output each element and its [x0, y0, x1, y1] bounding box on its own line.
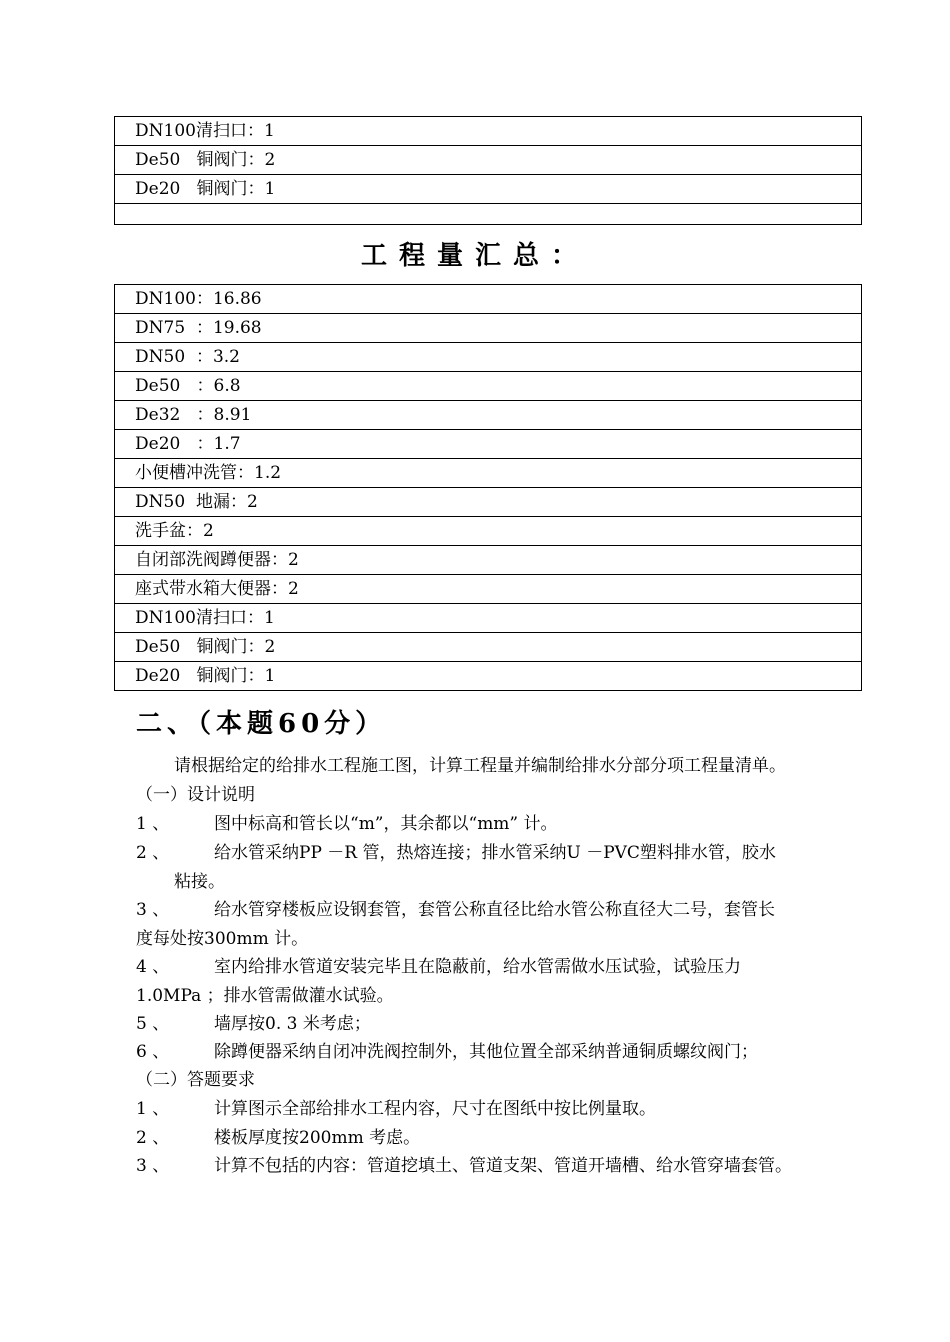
- table-row: [115, 459, 862, 488]
- item-number: 3 、: [136, 900, 170, 920]
- continued-materials-table: [114, 116, 862, 225]
- item-text: 除蹲便器采纳自闭冲洗阀控制外，其他位置全部采纳普通铜质螺纹阀门；: [214, 1042, 758, 1062]
- item-number: 4 、: [136, 957, 170, 977]
- quantity-summary-table: [114, 284, 862, 691]
- table-row: [115, 430, 862, 459]
- item-number: 5 、: [136, 1014, 170, 1034]
- summary-heading: 工程量汇总：: [360, 241, 589, 271]
- table-row: [115, 146, 862, 175]
- table-row: [115, 546, 862, 575]
- table-row: [115, 662, 862, 691]
- table-row: [115, 517, 862, 546]
- item-text: 给水管采纳PP －R 管，热熔连接；排水管采纳U －PVC塑料排水管，胶水: [214, 843, 776, 863]
- table-cell: De32 ：8.91: [115, 401, 862, 430]
- requirements-title: （二）答题要求: [136, 1070, 255, 1090]
- table-cell: [115, 204, 862, 225]
- item-continuation: 1.0MPa ；排水管需做灌水试验。: [136, 986, 394, 1006]
- list-item: [136, 810, 558, 839]
- item-text: 图中标高和管长以“m”，其余都以“mm” 计。: [214, 814, 558, 834]
- design-notes-title: （一）设计说明: [136, 785, 255, 805]
- item-number: 6 、: [136, 1042, 170, 1062]
- table-cell: DN75 ：19.68: [115, 314, 862, 343]
- table-row: [115, 633, 862, 662]
- list-item: [136, 953, 741, 982]
- table-cell: De50 铜阀门：2: [115, 146, 862, 175]
- table-row: [115, 575, 862, 604]
- table-row: [115, 204, 862, 225]
- table-cell: DN100：16.86: [115, 285, 862, 314]
- table-cell: DN100清扫口：1: [115, 117, 862, 146]
- table-cell: De20 铜阀门：1: [115, 175, 862, 204]
- section-heading: 二、（本题60分）: [136, 709, 387, 739]
- item-number: 2 、: [136, 843, 170, 863]
- item-number: 1 、: [136, 1099, 170, 1119]
- item-text: 计算图示全部给排水工程内容，尺寸在图纸中按比例量取。: [214, 1099, 656, 1119]
- list-item: [136, 1152, 792, 1181]
- item-number: 3 、: [136, 1156, 170, 1176]
- intro-paragraph: 请根据给定的给排水工程施工图，计算工程量并编制给排水分部分项工程量清单。: [174, 756, 786, 776]
- table-cell: 小便槽冲洗管：1.2: [115, 459, 862, 488]
- table-cell: 座式带水箱大便器：2: [115, 575, 862, 604]
- item-continuation: 粘接。: [174, 872, 225, 892]
- table-row: [115, 488, 862, 517]
- table-cell: DN50 ：3.2: [115, 343, 862, 372]
- table-row: [115, 372, 862, 401]
- table-row: [115, 401, 862, 430]
- table-row: [115, 314, 862, 343]
- item-number: 2 、: [136, 1128, 170, 1148]
- list-item: [136, 1010, 371, 1039]
- table-cell: DN50 地漏：2: [115, 488, 862, 517]
- item-text: 室内给排水管道安装完毕且在隐蔽前，给水管需做水压试验，试验压力: [214, 957, 741, 977]
- list-item: [136, 1124, 420, 1153]
- item-continuation: 度每处按300mm 计。: [136, 929, 309, 949]
- table-cell: 自闭部洗阀蹲便器：2: [115, 546, 862, 575]
- item-text: 给水管穿楼板应设钢套管，套管公称直径比给水管公称直径大二号，套管长: [214, 900, 775, 920]
- list-item: [136, 896, 775, 925]
- item-number: 1 、: [136, 814, 170, 834]
- list-item: [136, 1038, 758, 1067]
- table-row: [115, 604, 862, 633]
- table-cell: 洗手盆：2: [115, 517, 862, 546]
- table-row: [115, 175, 862, 204]
- table-cell: De20 铜阀门：1: [115, 662, 862, 691]
- table-cell: DN100清扫口：1: [115, 604, 862, 633]
- table-cell: De50 铜阀门：2: [115, 633, 862, 662]
- item-text: 墙厚按0. 3 米考虑；: [214, 1014, 371, 1034]
- list-item: [136, 1095, 656, 1124]
- item-text: 楼板厚度按200mm 考虑。: [214, 1128, 421, 1148]
- item-text: 计算不包括的内容：管道挖填土、管道支架、管道开墙槽、给水管穿墙套管。: [214, 1156, 792, 1176]
- list-item: [136, 839, 776, 868]
- table-row: [115, 117, 862, 146]
- table-cell: De20 ：1.7: [115, 430, 862, 459]
- table-cell: De50 ：6.8: [115, 372, 862, 401]
- table-row: [115, 343, 862, 372]
- table-row: [115, 285, 862, 314]
